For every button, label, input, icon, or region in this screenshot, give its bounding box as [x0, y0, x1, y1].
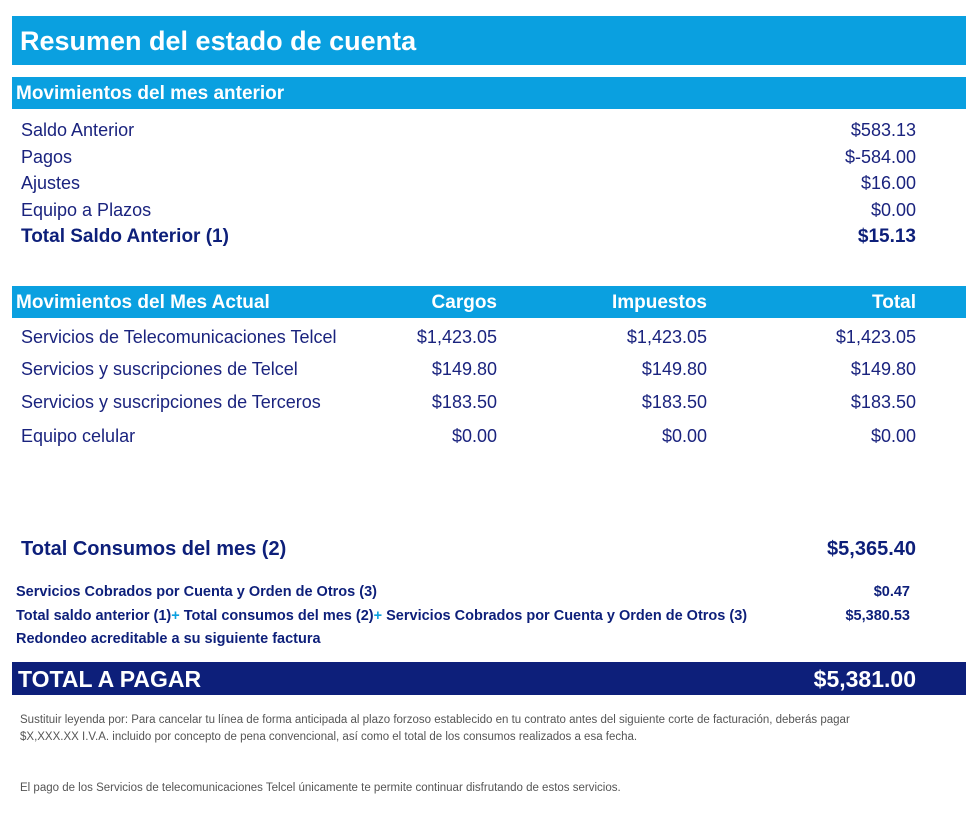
previous-row-label: Pagos: [21, 147, 73, 167]
cargos-value: $149.80: [431, 359, 497, 379]
previous-row-value: $16.00: [860, 173, 916, 193]
footer-note: El pago de los Servicios de telecomunicaciones Telcel únicamente te permite continuar disfrutando de estos servicios.: [20, 782, 621, 794]
previous-total-label: Total Saldo Anterior (1): [21, 226, 229, 247]
total-a-pagar-label: TOTAL A PAGAR: [18, 666, 202, 692]
redondeo-row: [12, 631, 966, 651]
impuestos-value: $0.00: [661, 426, 707, 446]
total-value: $1,423.05: [835, 327, 916, 347]
page-title: Resumen del estado de cuenta: [20, 26, 417, 56]
sum-row: [12, 608, 966, 628]
total-consumos-row: [12, 538, 966, 566]
service-name: Equipo celular: [21, 426, 136, 446]
cargos-value: $183.50: [431, 392, 497, 412]
previous-month-title: Movimientos del mes anterior: [16, 83, 285, 104]
otros-label: Servicios Cobrados por Cuenta y Orden de Otros (3): [16, 584, 377, 600]
total-value: $149.80: [850, 359, 916, 379]
previous-row: [12, 145, 966, 171]
impuestos-value: $149.80: [641, 359, 707, 379]
title-bar: [12, 16, 966, 65]
cargos-value: $0.00: [451, 426, 497, 446]
total-value: $183.50: [850, 392, 916, 412]
service-name: Servicios de Telecomunicaciones Telcel: [21, 327, 337, 347]
total-consumos-value: $5,365.40: [827, 538, 916, 560]
previous-month-header: [12, 77, 966, 109]
table-row: [12, 325, 966, 353]
previous-row: [12, 118, 966, 144]
otros-row: [12, 584, 966, 604]
total-value: $0.00: [870, 426, 916, 446]
redondeo-label: Redondeo acreditable a su siguiente factura: [16, 631, 321, 647]
sum-part-1: Total saldo anterior (1): [16, 608, 172, 624]
previous-row-label: Ajustes: [21, 173, 81, 193]
impuestos-value: $1,423.05: [626, 327, 707, 347]
cargos-value: $1,423.05: [416, 327, 497, 347]
previous-row: [12, 171, 966, 197]
total-consumos-label: Total Consumos del mes (2): [21, 538, 287, 560]
previous-row: [12, 198, 966, 224]
sum-part-3: Servicios Cobrados por Cuenta y Orden de Otros (3): [386, 608, 748, 624]
impuestos-value: $183.50: [641, 392, 707, 412]
previous-total-value: $15.13: [857, 226, 916, 247]
previous-total-row: [12, 224, 966, 250]
previous-row-label: Equipo a Plazos: [21, 200, 152, 220]
sum-part-2: Total consumos del mes (2): [183, 608, 374, 624]
previous-row-value: $0.00: [870, 200, 916, 220]
legend-note: Sustituir leyenda por: Para cancelar tu línea de forma anticipada al plazo forzoso establecido en tu contrato antes del siguiente corte de facturación, deberás pagar $X,XXX.XX I.V.A. incluido por concepto de pena convencional, así como el total de los consumos realizados a esa fecha.: [20, 714, 850, 743]
current-month-header: [12, 286, 966, 318]
col-header-total: Total: [872, 292, 916, 313]
table-row: [12, 357, 966, 385]
total-a-pagar-bar: [12, 662, 966, 695]
col-header-cargos: Cargos: [431, 292, 497, 313]
sum-value: $5,380.53: [845, 608, 910, 624]
sum-formula: [16, 608, 747, 624]
service-name: Servicios y suscripciones de Terceros: [21, 392, 321, 412]
previous-row-label: Saldo Anterior: [21, 120, 135, 140]
plus-icon: +: [373, 608, 383, 624]
col-header-impuestos: Impuestos: [611, 292, 707, 313]
previous-row-value: $-584.00: [844, 147, 916, 167]
service-name: Servicios y suscripciones de Telcel: [21, 359, 298, 379]
otros-value: $0.47: [873, 584, 910, 600]
total-a-pagar-value: $5,381.00: [813, 666, 916, 692]
table-row: [12, 424, 966, 452]
table-row: [12, 390, 966, 418]
previous-row-value: $583.13: [850, 120, 916, 140]
plus-icon: +: [171, 608, 180, 624]
current-month-title: Movimientos del Mes Actual: [16, 292, 270, 313]
